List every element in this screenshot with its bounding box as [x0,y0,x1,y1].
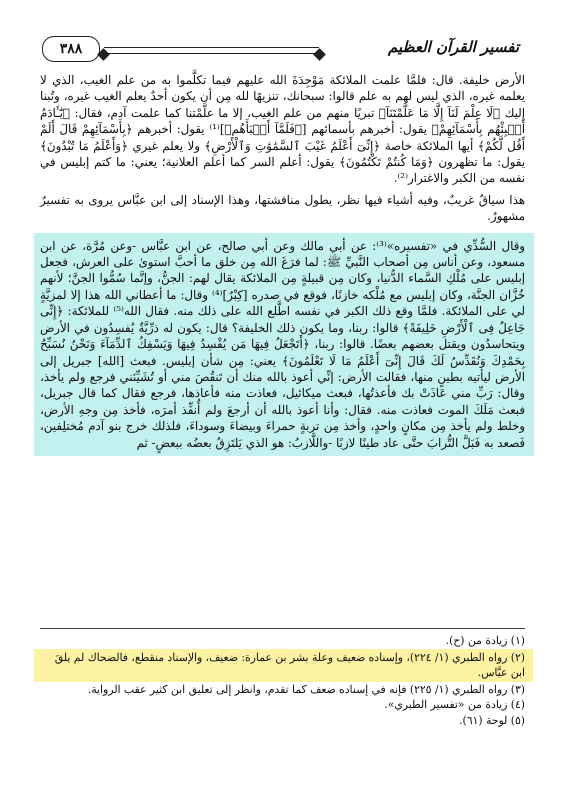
ornament-diamond-icon [313,48,326,61]
footnote-5: (٥) لوحة (٦١). [459,713,525,727]
body-paragraph: الأرض خليفة. قال: فلمَّا علمت الملائكة مَوْجِدَةَ الله عليهم فيما تكلَّموا به من علم الغيب، الذي لا يعلمه غيره، الذي ليس لهم به علم قالوا: سبحانك، تنزيهًا لله مِن أن يكون أحدٌ يعلم الغيب غيره، وتُبنا إليك ﴿لَا عِلْمَ لَنَآ إِلَّا مَا عَلَّمْتَنَآ﴾ تبريًا منهم من علم الغيب، إلا ما علَّمْتنا كما علمت آدم، فقال: ﴿يَٰٓـَٔادَمُ أَنۢبِئْهُم بِأَسْمَآئِهِمْ﴾ يقول: أخبرهم بأسمائهم [﴿فَلَمَّآ أَنۢبَأَهُم﴾]⁽¹⁾ يقول: أخبرهم ﴿بِأَسْمَآئِهِمْ قَالَ أَلَمْ أَقُل لَّكُمْ﴾ أيها الملائكة خاصة ﴿إِنِّىٓ أَعْلَمُ غَيْبَ ٱلسَّمَٰوَٰتِ وَٱلْأَرْضِ﴾ ولا يعلم غيري ﴿وَأَعْلَمُ مَا تُبْدُونَ﴾ يقول: ما تظهرون ﴿وَمَا كُنتُمْ تَكْتُمُونَ﴾ يقول: أعلم السر كما أعلم العلانية؛ يعني: ما كتم إبليس في نفسه من الكبر والاغترار⁽²⁾. [40,73,526,186]
page-number: ٣٨٨ [42,36,100,62]
footnote-2-highlighted: (٢) رواه الطبري (١/ ٢٢٤)، وإسناده ضعيف وعلة بشر بن عمارة: ضعيف، والإسناد منقطع، فالضحاك لم يلقَ ابن عبَّاس. [34,649,533,682]
running-title: تفسير القرآن العظيم [388,38,519,56]
narration-text: وقال السُّدِّي في «تفسيره»⁽³⁾: عن أبي مالك وعن أبي صالح، عن ابن عبَّاس -وعن مُرَّة، عن ابن مسعود، وعن أناس مِن أصحاب النَّبيِّ ﷺ: لما فرَغَ الله مِن خلق ما أحبَّ استوىٰ على العرش، فجعل إبليس على مُلْكِ السَّماء الدُّنيا، وكان مِن قبيلةٍ مِن الملائكة يقال لهم: الجنُّ، وإنَّما سُمُّوا الجنَّ؛ لأنهم خُزَّان الجنَّة، وكان إبليس مع مُلْكه خازنًا، فوقع في صدره [كِبْرٌ]⁽⁴⁾ وقال: ما أعطاني الله هذا إلا لمزيَّةٍ لي على الملائكة. فلمَّا وقع ذلك الكبر في نفسه اطَّلع الله على ذلك منه. فقال الله⁽⁵⁾ للملائكة: ﴿إِنِّى جَاعِلٌ فِى ٱلْأَرْضِ خَلِيفَةً﴾ قالوا: ربنا، وما يكون ذلك الخليفة؟ قال: يكون له ذرِّيَّةٌ يُفسِدُون في الأرض ويتحاسدُون ويقتل بعضهم بعضًا. قالوا: ربنا، ﴿أَتَجْعَلُ فِيهَا مَن يُفْسِدُ فِيهَا وَيَسْفِكُ ٱلدِّمَآءَ وَنَحْنُ نُسَبِّحُ بِحَمْدِكَ وَنُقَدِّسُ لَكَ قَالَ إِنِّىٓ أَعْلَمُ مَا لَا تَعْلَمُونَ﴾ يعني: مِن شأن إبليس. فبعث [الله] جبريل إلى الأرض ليأتيه بطينٍ منها، فقالت الأرض: إنِّي أعوذ بالله منك أن تَنقُصَ مني أو تُشَيِّنَني فرجع ولم يأخذ، وقال: رَبِّ مني عَاذَتْ بك فأعذتُها، فبعث ميكائيل، فعاذت منه فأعاذها، فرجع فقال كما قال جبريل، فبعث مَلَكَ الموت فعاذت منه. فقال: وأنا أعوذ بالله أن أرجعَ ولم أُنفِّذ أمرَه، فأخذ مِن وجهِ الأرض، وخلط ولم يأخذ مِن مكانٍ واحدٍ، وأخذ مِن تربةٍ حمراءَ وبيضاءَ وسوداءَ، فلذلك خرج بنو آدم مُختلِفين، فَصعد به فَبَلَّ التُّرابَ حتَّى عاد طينًا لازبًا -واللَّازبُ: هو الذي يَلتَزِقُ بعضُه ببعضٍ- ثم [40,238,526,450]
page-body [40,72,525,456]
highlighted-narration [34,233,534,456]
commentary-paragraph: هذا سياقٌ غريبٌ، وفيه أشياء فيها نظر، يطول مناقشتها، وهذا الإسناد إلى ابن عبَّاس يروى به تفسيرٌ مشهورٌ. [40,192,525,224]
header-rule [104,47,319,54]
footnote-1: (١) زيادة من (ح). [445,634,525,647]
footnote-3: (٣) رواه الطبري (١/ ٢٢٥) فإنه في إسناده ضعف كما تقدم، وانظر إلى تعليق ابن كثير عقب الرواية. [87,682,525,696]
page-header [34,38,529,62]
footnote-4: (٤) زيادة من «تفسير الطبري». [384,698,525,711]
footnotes-section [40,628,525,728]
